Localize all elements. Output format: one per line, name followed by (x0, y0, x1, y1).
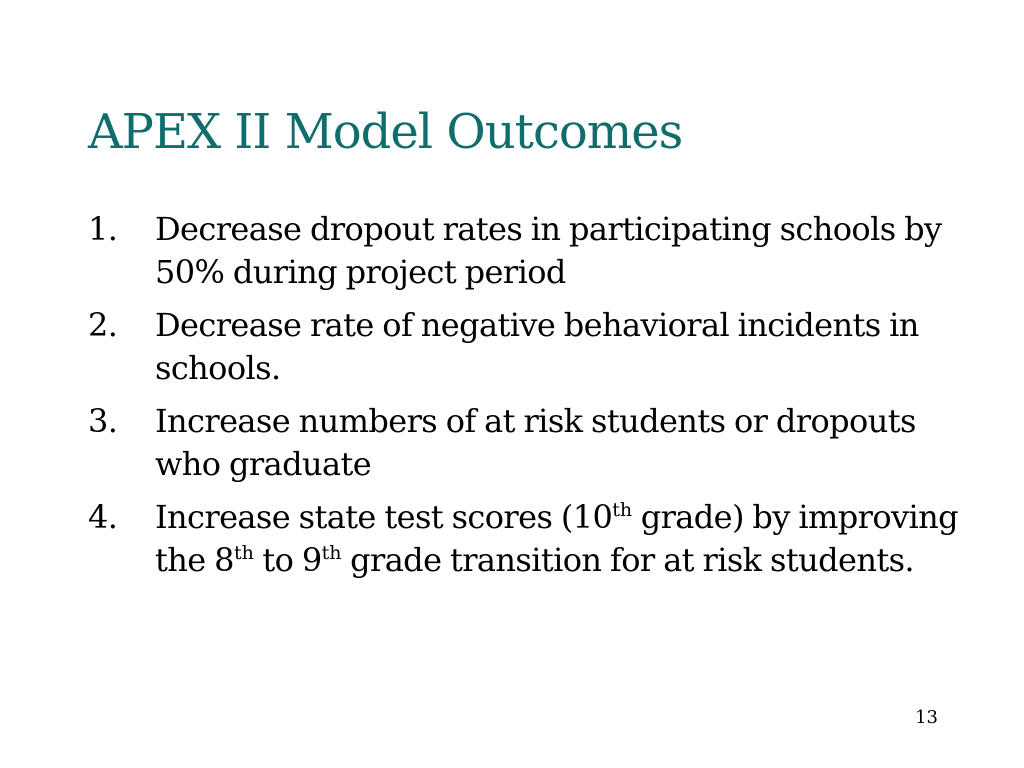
list-item-text: Decrease dropout rates in participating schools by 50% during project period (155, 210, 942, 291)
list-item-text (155, 496, 968, 582)
list-item (88, 304, 968, 390)
outcome-list (88, 208, 968, 592)
text-segment: Increase state test scores (10 (155, 498, 613, 536)
list-item (88, 400, 968, 486)
list-item (88, 496, 968, 582)
page-number: 13 (915, 707, 938, 728)
ordinal-suffix: th (612, 499, 633, 521)
list-item-number: 1. (88, 210, 118, 248)
text-segment: grade transition for at risk students. (341, 541, 914, 579)
list-item-number: 4. (88, 498, 118, 536)
list-item-number: 2. (88, 306, 118, 344)
list-item-number: 3. (88, 402, 118, 440)
text-segment: to 9 (253, 541, 322, 579)
text-segment: grade) by improving the 8 (155, 498, 959, 579)
list-item-text: Decrease rate of negative behavioral incidents in schools. (155, 306, 919, 387)
ordinal-suffix: th (233, 542, 254, 564)
list-item-text: Increase numbers of at risk students or dropouts who graduate (155, 402, 916, 483)
slide-title: APEX II Model Outcomes (88, 104, 683, 160)
list-item (88, 208, 968, 294)
ordinal-suffix: th (321, 542, 342, 564)
